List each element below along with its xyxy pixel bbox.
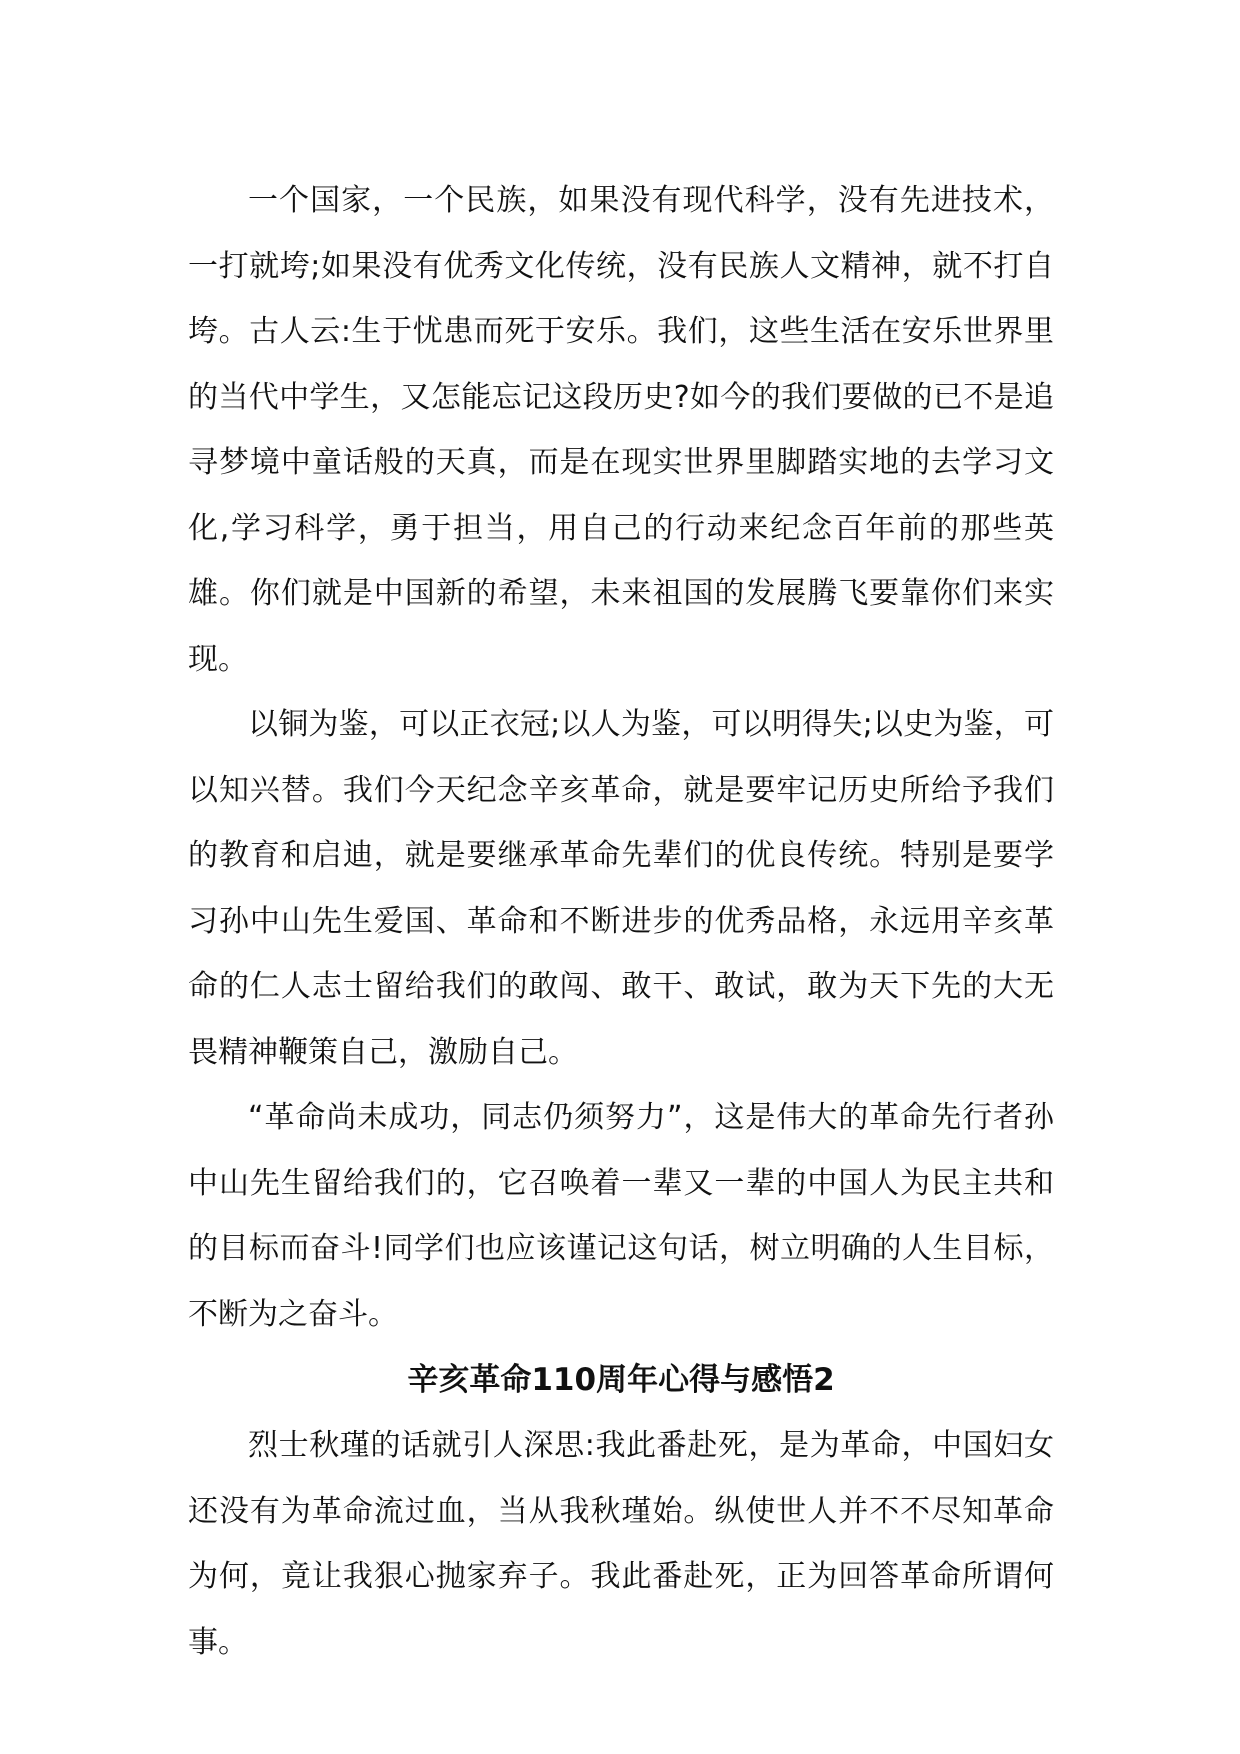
paragraph-4: 烈士秋瑾的话就引人深思:我此番赴死，是为革命，中国妇女还没有为革命流过血，当从我秋瑾始。纵使世人并不不尽知革命为何，竟让我狠心抛家弃子。我此番赴死，正为回答革命所谓何事。 bbox=[188, 1428, 1054, 1660]
paragraph-2: 以铜为鉴，可以正衣冠;以人为鉴，可以明得失;以史为鉴，可以知兴替。我们今天纪念辛亥革命，就是要牢记历史所给予我们的教育和启迪，就是要继承革命先辈们的优良传统。特别是要学习孙中山先生爱国、革命和不断进步的优秀品格，永远用辛亥革命的仁人志士留给我们的敢闯、敢干、敢试，敢为天下先的大无畏精神鞭策自己，激励自己。 bbox=[188, 707, 1054, 1070]
document-body bbox=[188, 168, 1054, 1675]
paragraph-3: “革命尚未成功，同志仍须努力”，这是伟大的革命先行者孙中山先生留给我们的，它召唤着一辈又一辈的中国人为民主共和的目标而奋斗!同学们也应该谨记这句话，树立明确的人生目标，不断为之奋斗。 bbox=[188, 1100, 1054, 1332]
paragraph-1: 一个国家，一个民族，如果没有现代科学，没有先进技术，一打就垮;如果没有优秀文化传统，没有民族人文精神，就不打自垮。古人云:生于忧患而死于安乐。我们，这些生活在安乐世界里的当代中学生，又怎能忘记这段历史?如今的我们要做的已不是追寻梦境中童话般的天真，而是在现实世界里脚踏实地的去学习文化,学习科学，勇于担当，用自己的行动来纪念百年前的那些英雄。你们就是中国新的希望，未来祖国的发展腾飞要靠你们来实现。 bbox=[188, 183, 1054, 677]
section-heading: 辛亥革命110周年心得与感悟2 bbox=[407, 1362, 835, 1398]
